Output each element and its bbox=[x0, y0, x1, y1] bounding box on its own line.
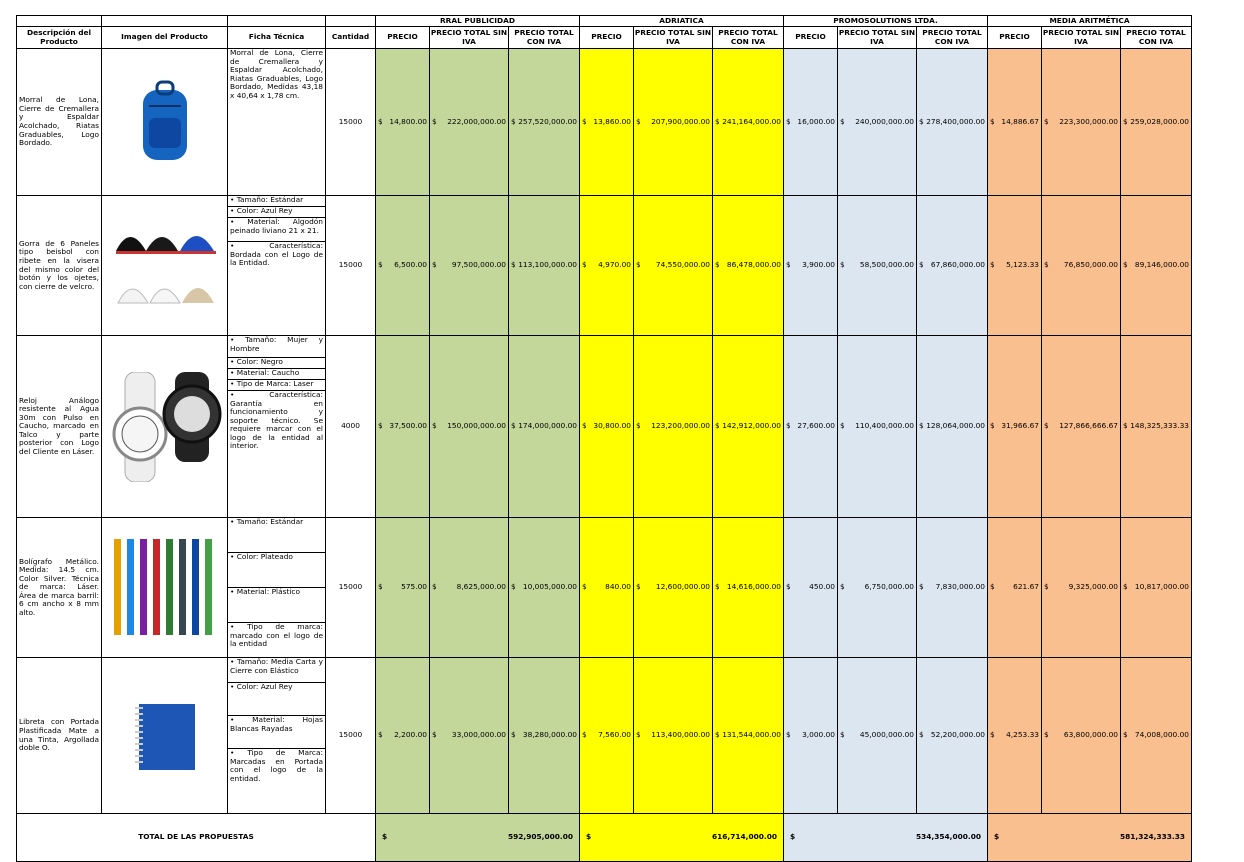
blank-cell bbox=[326, 16, 376, 27]
media-con_iva: 74,008,000.00 bbox=[1134, 730, 1189, 740]
rral-con_iva-cell bbox=[509, 658, 580, 814]
adriatica-con_iva-cell bbox=[713, 658, 784, 814]
header-sin-iva: PRECIO TOTAL SIN IVA bbox=[838, 27, 917, 49]
quantity: 15000 bbox=[326, 658, 376, 814]
adriatica-sin_iva-cell bbox=[634, 49, 713, 196]
rral-precio-cell bbox=[376, 336, 430, 518]
media-sin_iva: 63,800,000.00 bbox=[1063, 730, 1118, 740]
rral-con_iva: 38,280,000.00 bbox=[522, 730, 577, 740]
currency-sign: $ bbox=[840, 730, 845, 740]
adriatica-precio-cell bbox=[580, 49, 634, 196]
header-precio: PRECIO bbox=[376, 27, 430, 49]
media-con_iva: 259,028,000.00 bbox=[1130, 116, 1189, 126]
currency-sign: $ bbox=[636, 116, 641, 126]
currency-sign: $ bbox=[1123, 730, 1128, 740]
rral-precio-cell bbox=[376, 518, 430, 658]
adriatica-precio: 13,860.00 bbox=[593, 116, 631, 126]
product-description: Morral de Lona, Cierre de Cremallera y Espaldar Acolchado, Riatas Graduables, Logo Bordado. bbox=[17, 49, 102, 196]
currency-sign: $ bbox=[1123, 582, 1128, 592]
rral-sin_iva-cell bbox=[430, 49, 509, 196]
currency-sign: $ bbox=[1123, 260, 1128, 270]
technical-spec bbox=[228, 196, 326, 336]
rral-precio: 6,500.00 bbox=[394, 260, 427, 270]
media-precio: 31,966.67 bbox=[1001, 421, 1039, 431]
currency-sign: $ bbox=[715, 260, 720, 270]
currency-sign: $ bbox=[582, 582, 587, 592]
adriatica-con_iva: 142,912,000.00 bbox=[722, 421, 781, 431]
currency-sign: $ bbox=[432, 582, 437, 592]
adriatica-sin_iva-cell bbox=[634, 518, 713, 658]
table-row bbox=[17, 658, 1192, 814]
quantity: 15000 bbox=[326, 196, 376, 336]
currency-sign: $ bbox=[382, 832, 388, 842]
currency-sign: $ bbox=[378, 116, 383, 126]
header-cantidad: Cantidad bbox=[326, 27, 376, 49]
spec-line: • Tamaño: Estándar bbox=[228, 518, 325, 553]
currency-sign: $ bbox=[582, 730, 587, 740]
rral-precio: 37,500.00 bbox=[389, 421, 427, 431]
quantity: 4000 bbox=[326, 336, 376, 518]
currency-sign: $ bbox=[636, 730, 641, 740]
spec-line: • Material: Hojas Blancas Rayadas bbox=[228, 716, 325, 749]
currency-sign: $ bbox=[990, 582, 995, 592]
promo-sin_iva-cell bbox=[838, 49, 917, 196]
media-precio: 5,123.33 bbox=[1006, 260, 1039, 270]
spec-line: • Material: Algodón peinado liviano 21 x 21. bbox=[228, 218, 325, 242]
promo-con_iva: 278,400,000.00 bbox=[926, 116, 985, 126]
promo-precio: 27,600.00 bbox=[797, 421, 835, 431]
currency-sign: $ bbox=[786, 116, 791, 126]
currency-sign: $ bbox=[919, 582, 924, 592]
currency-sign: $ bbox=[840, 421, 845, 431]
media-con_iva-cell bbox=[1121, 196, 1192, 336]
media-precio-cell bbox=[988, 336, 1042, 518]
rral-precio: 2,200.00 bbox=[394, 730, 427, 740]
adriatica-con_iva-cell bbox=[713, 518, 784, 658]
technical-spec bbox=[228, 49, 326, 196]
media-precio-cell bbox=[988, 518, 1042, 658]
currency-sign: $ bbox=[432, 421, 437, 431]
spec-line: • Tamaño: Media Carta y Cierre con Elástico bbox=[228, 658, 325, 683]
media-sin_iva-cell bbox=[1042, 658, 1121, 814]
media-sin_iva-cell bbox=[1042, 49, 1121, 196]
rral-sin_iva-cell bbox=[430, 196, 509, 336]
header-con-iva: PRECIO TOTAL CON IVA bbox=[917, 27, 988, 49]
comparison-table bbox=[16, 15, 1192, 862]
adriatica-con_iva: 14,616,000.00 bbox=[726, 582, 781, 592]
currency-sign: $ bbox=[511, 260, 516, 270]
promo-con_iva: 7,830,000.00 bbox=[935, 582, 985, 592]
adriatica-sin_iva-cell bbox=[634, 658, 713, 814]
rral-con_iva-cell bbox=[509, 518, 580, 658]
group-header-rral: RRAL PUBLICIDAD bbox=[376, 16, 580, 27]
blank-cell bbox=[228, 16, 326, 27]
adriatica-precio: 4,970.00 bbox=[598, 260, 631, 270]
blank-cell bbox=[102, 16, 228, 27]
media-precio-cell bbox=[988, 658, 1042, 814]
table-body bbox=[17, 16, 1192, 862]
currency-sign: $ bbox=[990, 260, 995, 270]
group-header-adriatica: ADRIATICA bbox=[580, 16, 784, 27]
adriatica-con_iva: 131,544,000.00 bbox=[722, 730, 781, 740]
currency-sign: $ bbox=[378, 421, 383, 431]
rral-con_iva-cell bbox=[509, 336, 580, 518]
rral-precio-cell bbox=[376, 49, 430, 196]
table-row bbox=[17, 49, 1192, 196]
rral-con_iva: 10,005,000.00 bbox=[522, 582, 577, 592]
currency-sign: $ bbox=[715, 730, 720, 740]
spec-line: • Tamaño: Mujer y Hombre bbox=[228, 336, 325, 358]
header-sin-iva: PRECIO TOTAL SIN IVA bbox=[1042, 27, 1121, 49]
promo-precio-cell bbox=[784, 518, 838, 658]
column-header-row bbox=[17, 27, 1192, 49]
rral-con_iva-cell bbox=[509, 49, 580, 196]
adriatica-con_iva-cell bbox=[713, 336, 784, 518]
header-precio: PRECIO bbox=[988, 27, 1042, 49]
currency-sign: $ bbox=[919, 116, 924, 126]
promo-precio: 450.00 bbox=[809, 582, 835, 592]
media-sin_iva-cell bbox=[1042, 518, 1121, 658]
adriatica-sin_iva: 12,600,000.00 bbox=[655, 582, 710, 592]
table-row bbox=[17, 336, 1192, 518]
currency-sign: $ bbox=[1044, 421, 1049, 431]
promo-sin_iva-cell bbox=[838, 196, 917, 336]
currency-sign: $ bbox=[786, 260, 791, 270]
currency-sign: $ bbox=[432, 730, 437, 740]
rral-sin_iva-cell bbox=[430, 658, 509, 814]
promo-sin_iva: 6,750,000.00 bbox=[864, 582, 914, 592]
spec-line: • Característica: Bordada con el Logo de la Entidad. bbox=[230, 241, 323, 268]
header-descripcion: Descripción del Producto bbox=[17, 27, 102, 49]
currency-sign: $ bbox=[511, 730, 516, 740]
currency-sign: $ bbox=[1123, 421, 1128, 431]
technical-spec bbox=[228, 658, 326, 814]
promo-sin_iva: 110,400,000.00 bbox=[855, 421, 914, 431]
media-con_iva-cell bbox=[1121, 336, 1192, 518]
currency-sign: $ bbox=[1044, 116, 1049, 126]
table-row bbox=[17, 196, 1192, 336]
currency-sign: $ bbox=[378, 730, 383, 740]
currency-sign: $ bbox=[432, 116, 437, 126]
rral-precio-cell bbox=[376, 658, 430, 814]
product-description: Bolígrafo Metálico. Medida: 14.5 cm. Color Silver. Técnica de marca: Láser. Área de marca barril: 6 cm ancho x 8 mm alto. bbox=[17, 518, 102, 658]
currency-sign: $ bbox=[990, 116, 995, 126]
media-precio: 4,253.33 bbox=[1006, 730, 1039, 740]
promo-con_iva: 67,860,000.00 bbox=[930, 260, 985, 270]
technical-spec bbox=[228, 518, 326, 658]
media-con_iva-cell bbox=[1121, 49, 1192, 196]
promo-con_iva-cell bbox=[917, 49, 988, 196]
total-media-value: 581,324,333.33 bbox=[1120, 832, 1185, 842]
product-description: Libreta con Portada Plastificada Mate a una Tinta, Argollada doble O. bbox=[17, 658, 102, 814]
promo-con_iva: 128,064,000.00 bbox=[926, 421, 985, 431]
table-row bbox=[17, 518, 1192, 658]
rral-sin_iva: 97,500,000.00 bbox=[451, 260, 506, 270]
currency-sign: $ bbox=[636, 582, 641, 592]
currency-sign: $ bbox=[786, 582, 791, 592]
media-precio: 621.67 bbox=[1013, 582, 1039, 592]
total-adriatica bbox=[580, 814, 784, 862]
product-image bbox=[102, 658, 228, 814]
currency-sign: $ bbox=[994, 832, 1000, 842]
rral-con_iva: 113,100,000.00 bbox=[518, 260, 577, 270]
currency-sign: $ bbox=[636, 421, 641, 431]
total-adriatica-value: 616,714,000.00 bbox=[712, 832, 777, 842]
spec-line: • Color: Negro bbox=[228, 358, 325, 369]
rral-sin_iva: 222,000,000.00 bbox=[447, 116, 506, 126]
header-sin-iva: PRECIO TOTAL SIN IVA bbox=[634, 27, 713, 49]
technical-spec bbox=[228, 336, 326, 518]
header-precio: PRECIO bbox=[784, 27, 838, 49]
spec-line: Morral de Lona, Cierre de Cremallera y Espaldar Acolchado, Riatas Graduables, Logo Bordado, Medidas 43,18 x 40,64 x 1,78 cm. bbox=[230, 48, 323, 100]
promo-sin_iva-cell bbox=[838, 518, 917, 658]
currency-sign: $ bbox=[1044, 582, 1049, 592]
promo-con_iva-cell bbox=[917, 336, 988, 518]
promo-con_iva-cell bbox=[917, 196, 988, 336]
currency-sign: $ bbox=[715, 582, 720, 592]
media-con_iva: 89,146,000.00 bbox=[1134, 260, 1189, 270]
currency-sign: $ bbox=[919, 260, 924, 270]
total-rral bbox=[376, 814, 580, 862]
quantity: 15000 bbox=[326, 518, 376, 658]
media-sin_iva: 9,325,000.00 bbox=[1068, 582, 1118, 592]
adriatica-sin_iva: 113,400,000.00 bbox=[651, 730, 710, 740]
adriatica-con_iva-cell bbox=[713, 196, 784, 336]
currency-sign: $ bbox=[378, 582, 383, 592]
currency-sign: $ bbox=[582, 421, 587, 431]
currency-sign: $ bbox=[1044, 730, 1049, 740]
media-sin_iva: 76,850,000.00 bbox=[1063, 260, 1118, 270]
promo-con_iva: 52,200,000.00 bbox=[930, 730, 985, 740]
rral-precio: 14,800.00 bbox=[389, 116, 427, 126]
adriatica-sin_iva-cell bbox=[634, 196, 713, 336]
adriatica-con_iva: 86,478,000.00 bbox=[726, 260, 781, 270]
rral-con_iva: 174,000,000.00 bbox=[518, 421, 577, 431]
totals-row bbox=[17, 814, 1192, 862]
currency-sign: $ bbox=[432, 260, 437, 270]
adriatica-precio: 840.00 bbox=[605, 582, 631, 592]
product-description: Reloj Análogo resistente al Agua 30m con Pulso en Caucho, marcado en Talco y parte posterior con Logo del Cliente en Láser. bbox=[17, 336, 102, 518]
promo-con_iva-cell bbox=[917, 518, 988, 658]
currency-sign: $ bbox=[715, 421, 720, 431]
currency-sign: $ bbox=[840, 582, 845, 592]
rral-sin_iva-cell bbox=[430, 518, 509, 658]
currency-sign: $ bbox=[582, 116, 587, 126]
rral-con_iva-cell bbox=[509, 196, 580, 336]
rral-sin_iva: 8,625,000.00 bbox=[456, 582, 506, 592]
promo-sin_iva-cell bbox=[838, 658, 917, 814]
currency-sign: $ bbox=[919, 421, 924, 431]
media-sin_iva-cell bbox=[1042, 196, 1121, 336]
currency-sign: $ bbox=[511, 421, 516, 431]
media-con_iva: 148,325,333.33 bbox=[1130, 421, 1189, 431]
spec-line: • Tamaño: Estándar bbox=[228, 196, 325, 207]
promo-precio: 3,000.00 bbox=[802, 730, 835, 740]
spec-line: • Color: Azul Rey bbox=[228, 683, 325, 716]
promo-sin_iva: 240,000,000.00 bbox=[855, 116, 914, 126]
adriatica-sin_iva: 207,900,000.00 bbox=[651, 116, 710, 126]
currency-sign: $ bbox=[636, 260, 641, 270]
header-sin-iva: PRECIO TOTAL SIN IVA bbox=[430, 27, 509, 49]
media-precio-cell bbox=[988, 49, 1042, 196]
total-media bbox=[988, 814, 1192, 862]
currency-sign: $ bbox=[840, 116, 845, 126]
rral-con_iva: 257,520,000.00 bbox=[518, 116, 577, 126]
currency-sign: $ bbox=[715, 116, 720, 126]
media-sin_iva-cell bbox=[1042, 336, 1121, 518]
spec-line: • Característica: Garantía en funcionamiento y soporte técnico. Se requiere marcar con el logo de la entidad al interior. bbox=[230, 390, 323, 451]
product-image bbox=[102, 49, 228, 196]
media-sin_iva: 223,300,000.00 bbox=[1059, 116, 1118, 126]
currency-sign: $ bbox=[1044, 260, 1049, 270]
adriatica-sin_iva: 123,200,000.00 bbox=[651, 421, 710, 431]
currency-sign: $ bbox=[786, 730, 791, 740]
currency-sign: $ bbox=[840, 260, 845, 270]
currency-sign: $ bbox=[378, 260, 383, 270]
total-promo bbox=[784, 814, 988, 862]
adriatica-precio-cell bbox=[580, 196, 634, 336]
total-rral-value: 592,905,000.00 bbox=[508, 832, 573, 842]
header-precio: PRECIO bbox=[580, 27, 634, 49]
rral-precio-cell bbox=[376, 196, 430, 336]
promo-con_iva-cell bbox=[917, 658, 988, 814]
adriatica-con_iva-cell bbox=[713, 49, 784, 196]
adriatica-precio: 30,800.00 bbox=[593, 421, 631, 431]
rral-precio: 575.00 bbox=[401, 582, 427, 592]
adriatica-sin_iva-cell bbox=[634, 336, 713, 518]
currency-sign: $ bbox=[919, 730, 924, 740]
currency-sign: $ bbox=[511, 116, 516, 126]
currency-sign: $ bbox=[582, 260, 587, 270]
media-con_iva-cell bbox=[1121, 518, 1192, 658]
spec-line: • Tipo de marca: marcado con el logo de la entidad bbox=[230, 622, 323, 649]
rral-sin_iva: 150,000,000.00 bbox=[447, 421, 506, 431]
group-header-media: MEDIA ARITMÉTICA bbox=[988, 16, 1192, 27]
currency-sign: $ bbox=[786, 421, 791, 431]
totals-label: TOTAL DE LAS PROPUESTAS bbox=[17, 814, 376, 862]
adriatica-precio: 7,560.00 bbox=[598, 730, 631, 740]
header-con-iva: PRECIO TOTAL CON IVA bbox=[1121, 27, 1192, 49]
spec-line: • Material: Caucho bbox=[228, 369, 325, 380]
currency-sign: $ bbox=[1123, 116, 1128, 126]
header-con-iva: PRECIO TOTAL CON IVA bbox=[509, 27, 580, 49]
currency-sign: $ bbox=[790, 832, 796, 842]
spec-line: • Tipo de Marca: Marcadas en Portada con el logo de la entidad. bbox=[230, 748, 323, 783]
adriatica-precio-cell bbox=[580, 518, 634, 658]
product-image bbox=[102, 336, 228, 518]
rral-sin_iva: 33,000,000.00 bbox=[451, 730, 506, 740]
spec-line: • Color: Azul Rey bbox=[228, 207, 325, 218]
promo-precio-cell bbox=[784, 49, 838, 196]
group-header-row bbox=[17, 16, 1192, 27]
rral-sin_iva-cell bbox=[430, 336, 509, 518]
promo-precio-cell bbox=[784, 196, 838, 336]
promo-sin_iva: 45,000,000.00 bbox=[859, 730, 914, 740]
group-header-promosolutions: PROMOSOLUTIONS LTDA. bbox=[784, 16, 988, 27]
currency-sign: $ bbox=[990, 421, 995, 431]
header-imagen: Imagen del Producto bbox=[102, 27, 228, 49]
promo-sin_iva: 58,500,000.00 bbox=[859, 260, 914, 270]
spec-line: • Material: Plástico bbox=[228, 588, 325, 623]
total-promo-value: 534,354,000.00 bbox=[916, 832, 981, 842]
header-ficha: Ficha Técnica bbox=[228, 27, 326, 49]
currency-sign: $ bbox=[511, 582, 516, 592]
adriatica-precio-cell bbox=[580, 336, 634, 518]
promo-precio: 16,000.00 bbox=[797, 116, 835, 126]
media-precio-cell bbox=[988, 196, 1042, 336]
product-image bbox=[102, 196, 228, 336]
product-description: Gorra de 6 Paneles tipo beisbol con ribete en la visera del mismo color del botón y los ojetes, con cierre de velcro. bbox=[17, 196, 102, 336]
spec-line: • Tipo de Marca: Laser bbox=[228, 380, 325, 391]
header-con-iva: PRECIO TOTAL CON IVA bbox=[713, 27, 784, 49]
quantity: 15000 bbox=[326, 49, 376, 196]
adriatica-con_iva: 241,164,000.00 bbox=[722, 116, 781, 126]
media-precio: 14,886.67 bbox=[1001, 116, 1039, 126]
currency-sign: $ bbox=[990, 730, 995, 740]
blank-cell bbox=[17, 16, 102, 27]
promo-sin_iva-cell bbox=[838, 336, 917, 518]
product-image bbox=[102, 518, 228, 658]
promo-precio: 3,900.00 bbox=[802, 260, 835, 270]
spec-line: • Color: Plateado bbox=[228, 553, 325, 588]
media-con_iva: 10,817,000.00 bbox=[1134, 582, 1189, 592]
currency-sign: $ bbox=[586, 832, 592, 842]
promo-precio-cell bbox=[784, 336, 838, 518]
media-sin_iva: 127,866,666.67 bbox=[1059, 421, 1118, 431]
adriatica-precio-cell bbox=[580, 658, 634, 814]
media-con_iva-cell bbox=[1121, 658, 1192, 814]
promo-precio-cell bbox=[784, 658, 838, 814]
adriatica-sin_iva: 74,550,000.00 bbox=[655, 260, 710, 270]
